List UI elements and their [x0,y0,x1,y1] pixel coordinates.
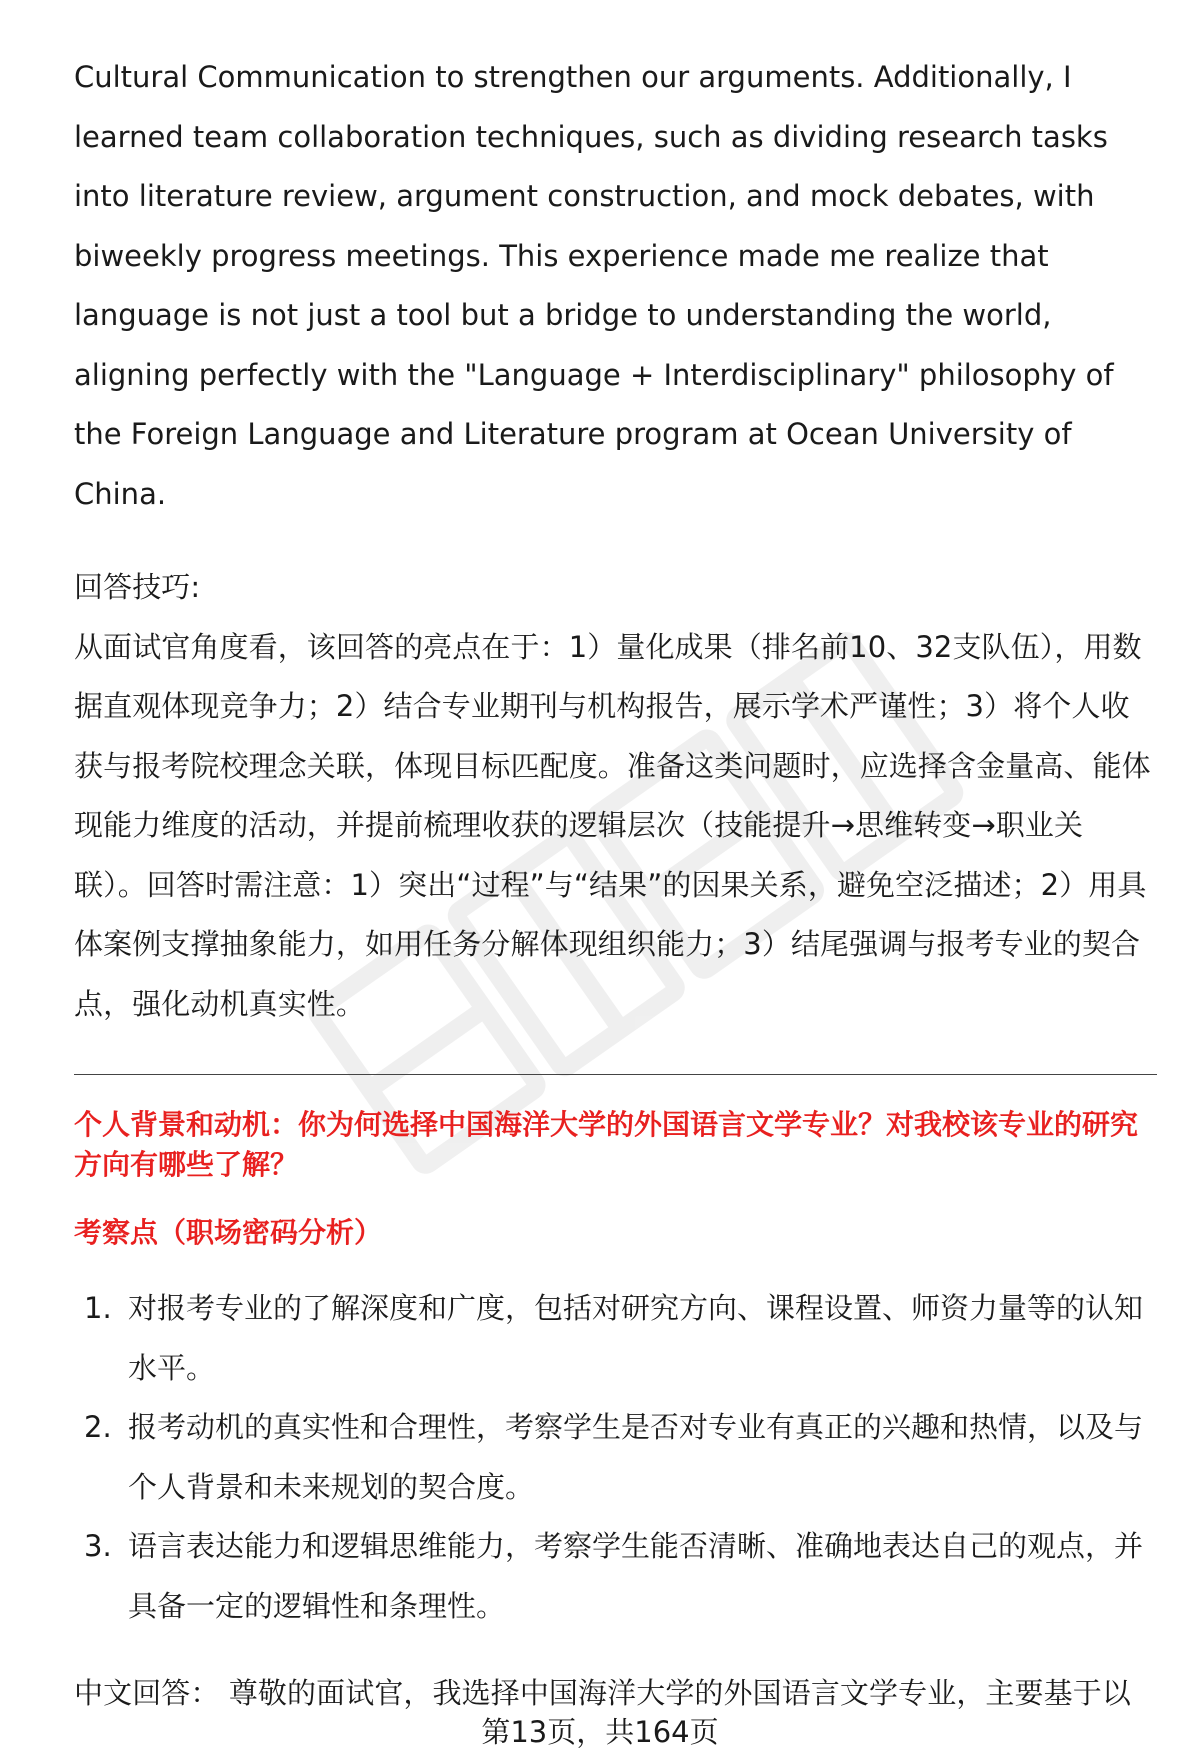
intro-paragraph: Cultural Communication to strengthen our arguments. Additionally, I learned team collaboration techniques, such as dividing research tasks into literature review, argument construction, and mock debates, with biweekly progress meetings. This experience made me realize that language is not just a tool but a bridge to understanding the world, aligning perfectly with the "Language + Interdisciplinary" philosophy of the Foreign Language and Literature program at Ocean University of China. [74,60,1114,511]
focus-list [74,1279,1154,1636]
question-title: 个人背景和动机：你为何选择中国海洋大学的外国语言文学专业？对我校该专业的研究方向有哪些了解？ [74,1108,1139,1181]
list-number: 1. [84,1291,112,1325]
tips-heading: 回答技巧: [74,570,201,604]
answer-start: 中文回答： 尊敬的面试官，我选择中国海洋大学的外国语言文学专业，主要基于以 [74,1676,1131,1710]
focus-heading: 考察点（职场密码分析） [74,1216,383,1249]
page-footer: 第13页，共164页 [481,1715,719,1749]
list-item [74,1279,1154,1398]
list-item [74,1517,1154,1636]
list-item [74,1398,1154,1517]
list-text: 对报考专业的了解深度和广度，包括对研究方向、课程设置、师资力量等的认知水平。 [128,1291,1144,1385]
list-number: 3. [84,1529,112,1563]
list-text: 语言表达能力和逻辑思维能力，考察学生能否清晰、准确地表达自己的观点，并具备一定的逻辑性和条理性。 [128,1529,1144,1623]
list-text: 报考动机的真实性和合理性，考察学生是否对专业有真正的兴趣和热情，以及与个人背景和未来规划的契合度。 [128,1410,1144,1504]
document-body [74,48,1154,1724]
list-number: 2. [84,1410,112,1444]
section-divider [74,1074,1157,1075]
tips-body: 从面试官角度看，该回答的亮点在于：1）量化成果（排名前10、32支队伍），用数据直观体现竞争力；2）结合专业期刊与机构报告，展示学术严谨性；3）将个人收获与报考院校理念关联，体现目标匹配度。准备这类问题时，应选择含金量高、能体现能力维度的活动，并提前梳理收获的逻辑层次（技能提升→思维转变→职业关联）。回答时需注意：1）突出“过程”与“结果”的因果关系，避免空泛描述；2）用具体案例支撑抽象能力，如用任务分解体现组织能力；3）结尾强调与报考专业的契合点，强化动机真实性。 [74,629,1151,1021]
